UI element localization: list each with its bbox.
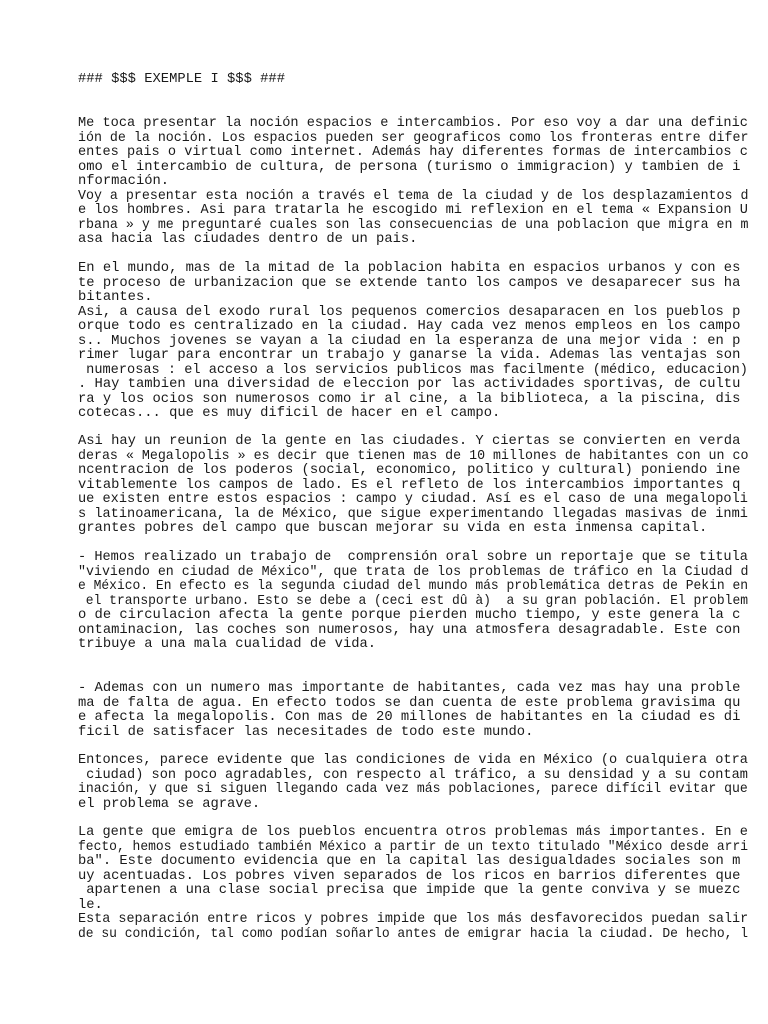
text-line: - Hemos realizado un trabajo de comprensión oral sobre un reportaje que se titula — [78, 550, 748, 565]
text-line: En el mundo, mas de la mitad de la poblacion habita en espacios urbanos y con es — [78, 261, 741, 276]
paragraph-1 — [78, 117, 768, 248]
paragraph-4 — [78, 551, 768, 653]
text-line: - Ademas con un numero mas importante de habitantes, cada vez mas hay una proble — [78, 681, 741, 696]
text-line: fecto, hemos estudiado también México a partir de un texto titulado "México desde arri — [78, 839, 749, 855]
text-line: ión de la noción. Los espacios pueden ser geograficos como los fronteras entre difer — [78, 130, 749, 146]
text-line: s.. Muchos jovenes se vayan a la ciudad en la esperanza de una mejor vida : en p — [78, 333, 741, 349]
text-line: Me toca presentar la noción espacios e intercambios. Por eso voy a dar una definic — [78, 116, 748, 131]
text-line: bitantes. — [78, 290, 153, 305]
paragraph-7 — [78, 826, 768, 942]
text-line: uy acentuadas. Los pobres viven separados de los ricos en barrios diferentes que — [78, 868, 741, 884]
text-line: el problema se agrave. — [78, 796, 261, 812]
text-line: tribuye a una mala cualidad de vida. — [78, 637, 377, 652]
text-line: omo el intercambio de cultura, de persona (turismo o immigracion) y tambien de i — [78, 159, 741, 175]
text-line: Voy a presentar esta noción a través el tema de la ciudad y de los desplazamientos d — [78, 188, 749, 204]
text-line: nformación. — [78, 174, 170, 189]
text-line: el transporte urbano. Esto se debe a (ceci est dû à) a su gran población. El problem — [78, 593, 749, 609]
text-line: o de circulacion afecta la gente porque pierden mucho tiempo, y este genera la c — [78, 608, 741, 623]
text-line: entes pais o virtual como internet. Además hay diferentes formas de intercambios c — [78, 145, 748, 160]
text-line: s latinoamericana, la de México, que sigue experimentando llegadas masivas de inmi — [78, 506, 748, 522]
text-line: grantes pobres del campo que buscan mejorar su vida en esta inmensa capital. — [78, 521, 708, 536]
text-line: ra y los ocios son numerosos como ir al cine, a la biblioteca, a la piscina, dis — [78, 391, 741, 407]
text-line: ciudad) son poco agradables, con respecto al tráfico, a su densidad y a su contam — [78, 767, 748, 783]
text-line: rimer lugar para encontrar un trabajo y ganarse la vida. Ademas las ventajas son — [78, 348, 741, 363]
paragraph-3 — [78, 435, 768, 537]
text-line: vitablemente los campos de lado. Es el refleto de los intercambios importantes q — [78, 477, 741, 493]
text-line: inación, y que si siguen llegando cada vez más poblaciones, parece difícil evitar que — [78, 782, 748, 797]
text-line: Esta separación entre ricos y pobres impide que los más desfavorecidos puedan salir — [78, 912, 749, 927]
text-line: asa hacia las ciudades dentro de un pais. — [78, 232, 418, 247]
text-line: te proceso de urbanizacion que se extende tanto los campos ve desaparecer sus ha — [78, 275, 741, 291]
document-page — [78, 72, 749, 942]
text-line: Entonces, parece evidente que las condiciones de vida en México (o cualquiera otra — [78, 753, 748, 768]
text-line: . Hay tambien una diversidad de eleccion por las actividades sportivas, de cultu — [78, 377, 741, 392]
text-line: ma de falta de agua. En efecto todos se dan cuenta de este problema gravisima qu — [78, 695, 741, 711]
paragraph-5 — [78, 682, 740, 740]
text-line: numerosas : el acceso a los servicios publicos mas facilmente (médico, educacion) — [78, 362, 748, 378]
text-line: ficil de satisfacer las necesitades de todo este mundo. — [78, 724, 534, 740]
paragraph-6 — [78, 754, 768, 812]
paragraph-2 — [78, 262, 757, 422]
text-line: deras « Megalopolis » es decir que tienen mas de 10 millones de habitantes con un co — [78, 448, 749, 464]
text-line: orque todo es centralizado en la ciudad. Hay cada vez menos empleos en los campo — [78, 319, 741, 334]
text-line: e afecta la megalopolis. Con mas de 20 millones de habitantes en la ciudad es di — [78, 710, 741, 725]
text-line: le. — [78, 897, 103, 913]
text-line: ue existen entre estos espacios : campo y ciudad. Así es el caso de una megalopoli — [78, 492, 748, 507]
document-title: ### $$$ EXEMPLE I $$$ ### — [78, 72, 285, 87]
text-line: "viviendo en ciudad de México", que trata de los problemas de tráfico en la Ciudad d — [78, 564, 749, 580]
text-line: Asi, a causa del exodo rural los pequenos comercios desaparacen en los pueblos p — [78, 304, 741, 320]
text-line: ncentracion de los poderos (social, economico, politico y cultural) poniendo ine — [78, 463, 741, 478]
text-line: ontaminacion, las coches son numerosos, hay una atmosfera desagradable. Este con — [78, 622, 741, 638]
text-line: rbana » y me preguntaré cuales son las consecuencias de una poblacion que migra en m — [78, 217, 749, 233]
text-line: e los hombres. Asi para tratarla he escogido mi reflexion en el tema « Expansion U — [78, 203, 748, 218]
text-line: ba". Este documento evidencia que en la capital las desigualdades sociales son m — [78, 854, 741, 869]
text-line: Asi hay un reunion de la gente en las ciudades. Y ciertas se convierten en verda — [78, 434, 741, 449]
text-line: de su condición, tal como podían soñarlo antes de emigrar hacia la ciudad. De hecho, l — [78, 926, 749, 942]
text-line: e México. En efecto es la segunda ciudad del mundo más problemática detras de Pekin en — [78, 579, 749, 594]
text-line: apartenen a una clase social precisa que impide que la gente conviva y se muezc — [78, 883, 741, 898]
text-line: La gente que emigra de los pueblos encuentra otros problemas más importantes. En e — [78, 825, 748, 840]
text-line: cotecas... que es muy dificil de hacer en el campo. — [78, 406, 501, 421]
